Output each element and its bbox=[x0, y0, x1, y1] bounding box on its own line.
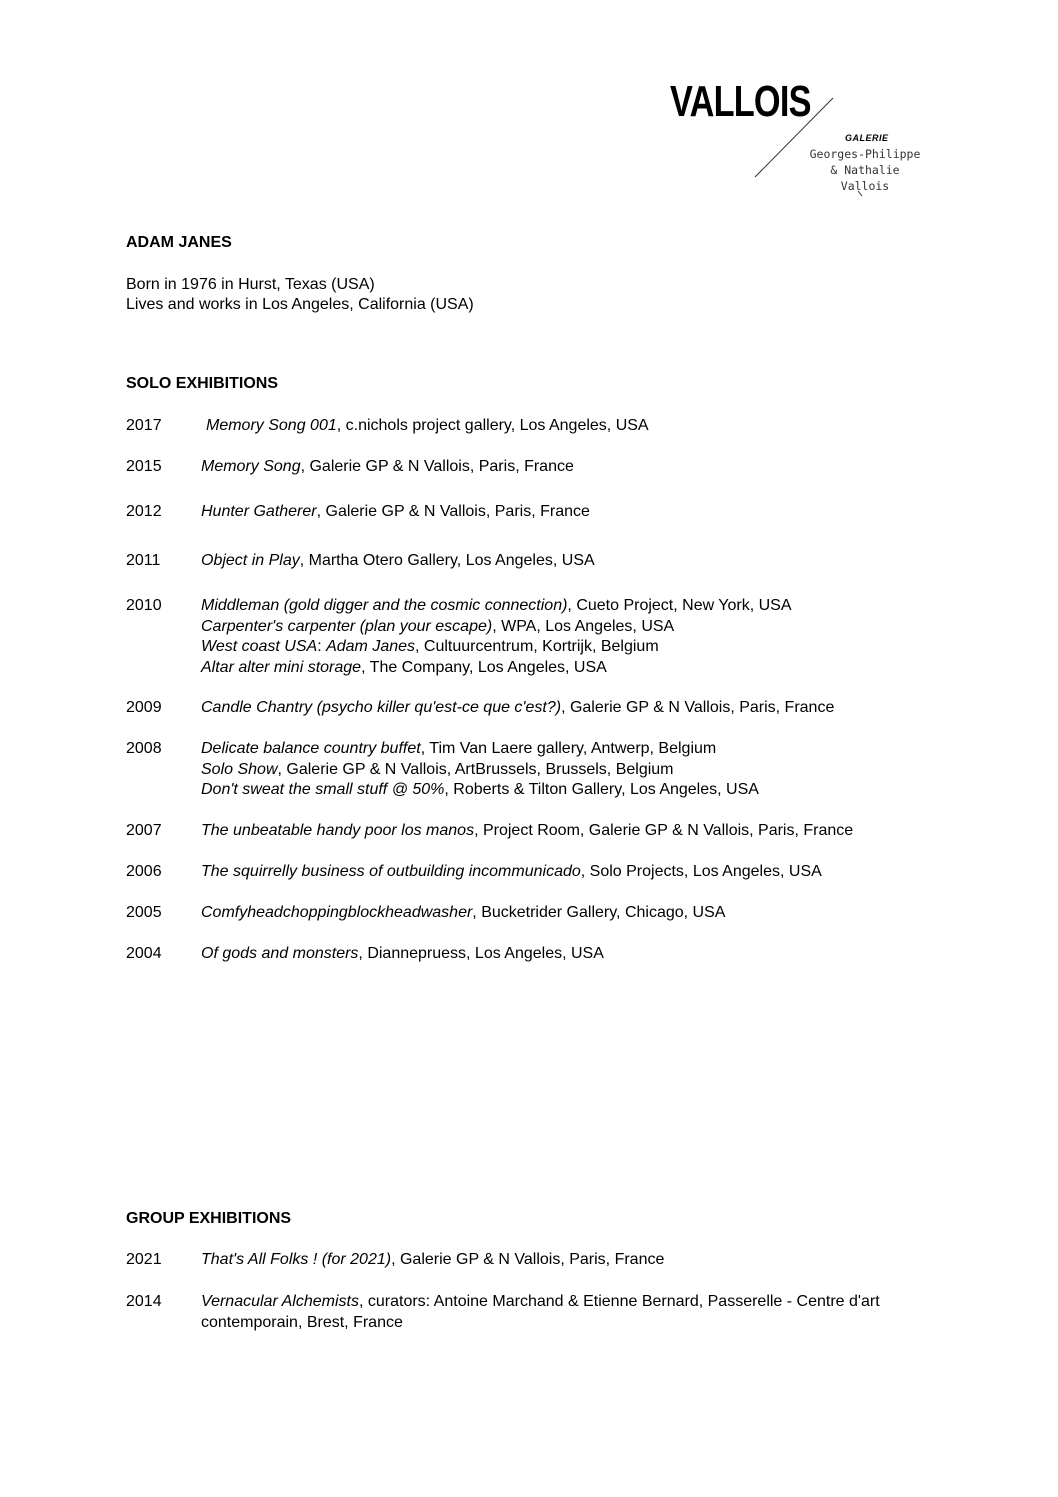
exhibition-venue: , Bucketrider Gallery, Chicago, USA bbox=[472, 904, 726, 921]
gallery-logo bbox=[670, 77, 940, 210]
exhibition-entry bbox=[126, 1292, 926, 1333]
exhibition-line bbox=[201, 416, 936, 437]
exhibition-title: Hunter Gatherer bbox=[201, 503, 317, 520]
logo-owner-names bbox=[800, 146, 930, 194]
exhibition-separator: : bbox=[317, 638, 327, 655]
exhibition-venue: , Solo Projects, Los Angeles, USA bbox=[580, 863, 822, 880]
logo-wordmark: VALLOIS bbox=[670, 77, 811, 126]
exhibition-venue: , Galerie GP & N Vallois, ArtBrussels, Brussels, Belgium bbox=[277, 760, 674, 778]
exhibition-year: 2007 bbox=[126, 822, 162, 839]
group-exhibitions-heading: GROUP EXHIBITIONS bbox=[126, 1210, 292, 1227]
exhibition-venue: , Galerie GP & N Vallois, Paris, France bbox=[391, 1251, 665, 1268]
exhibition-venue: , Diannepruess, Los Angeles, USA bbox=[358, 945, 604, 962]
exhibition-title: Middleman (gold digger and the cosmic connection) bbox=[201, 597, 568, 614]
exhibition-year: 2005 bbox=[126, 904, 162, 921]
exhibition-venue: , curators: Antoine Marchand & Etienne Bernard, Passerelle - Centre d'art contemporain, Brest, France bbox=[201, 1293, 880, 1331]
exhibition-year: 2014 bbox=[126, 1293, 162, 1310]
exhibition-line bbox=[201, 551, 936, 572]
exhibition-title: Delicate balance country buffet bbox=[201, 740, 421, 757]
exhibition-entry bbox=[126, 739, 936, 801]
exhibition-title: Memory Song 001 bbox=[206, 417, 337, 434]
exhibition-entry bbox=[126, 698, 936, 719]
exhibition-line bbox=[201, 739, 936, 760]
exhibition-title: Altar alter mini storage bbox=[201, 658, 362, 676]
exhibition-line bbox=[201, 617, 936, 638]
exhibition-venue: , Roberts & Tilton Gallery, Los Angeles, USA bbox=[444, 781, 759, 798]
exhibition-entry bbox=[126, 862, 936, 883]
exhibition-title: Of gods and monsters bbox=[201, 945, 359, 962]
exhibition-title: Memory Song bbox=[201, 458, 301, 475]
exhibition-year: 2021 bbox=[126, 1251, 162, 1268]
solo-exhibitions-heading: SOLO EXHIBITIONS bbox=[126, 375, 279, 392]
exhibition-line bbox=[201, 637, 936, 658]
exhibition-year: 2009 bbox=[126, 699, 162, 716]
artist-name: ADAM JANES bbox=[126, 234, 232, 251]
exhibition-venue: , Tim Van Laere gallery, Antwerp, Belgium bbox=[420, 740, 717, 757]
bio-line: Lives and works in Los Angeles, California (USA) bbox=[126, 296, 474, 313]
exhibition-year: 2006 bbox=[126, 863, 162, 880]
exhibition-line bbox=[201, 903, 936, 924]
exhibition-venue: , Cueto Project, New York, USA bbox=[567, 597, 792, 614]
exhibition-title: Candle Chantry (psycho killer qu'est-ce que c'est?) bbox=[201, 699, 562, 716]
exhibition-entry bbox=[126, 903, 936, 924]
exhibition-title: Carpenter's carpenter (plan your escape) bbox=[201, 617, 493, 635]
exhibition-entry bbox=[126, 1250, 936, 1271]
logo-name-line: Vallois bbox=[840, 179, 890, 193]
exhibition-title: Don't sweat the small stuff @ 50% bbox=[201, 781, 445, 798]
exhibition-line bbox=[201, 760, 936, 781]
exhibition-line bbox=[201, 457, 936, 478]
exhibition-venue: , Galerie GP & N Vallois, Paris, France bbox=[561, 699, 835, 716]
exhibition-year: 2010 bbox=[126, 597, 162, 614]
exhibition-line bbox=[201, 944, 936, 965]
exhibition-title: Object in Play bbox=[201, 552, 300, 569]
exhibition-venue: , Project Room, Galerie GP & N Vallois, Paris, France bbox=[474, 822, 854, 839]
exhibition-entry bbox=[126, 416, 936, 437]
exhibition-title: Solo Show bbox=[201, 760, 278, 778]
exhibition-venue: , WPA, Los Angeles, USA bbox=[492, 617, 675, 635]
exhibition-line bbox=[201, 596, 936, 617]
exhibition-title: West coast USA bbox=[201, 638, 318, 655]
exhibition-year: 2012 bbox=[126, 503, 162, 520]
logo-name-line: & Nathalie bbox=[830, 163, 900, 177]
logo-galerie-label: GALERIE bbox=[845, 133, 889, 143]
exhibition-venue: , Galerie GP & N Vallois, Paris, France bbox=[300, 458, 574, 475]
exhibition-entry bbox=[126, 596, 936, 678]
exhibition-line bbox=[201, 862, 936, 883]
exhibition-title: Comfyheadchoppingblockheadwasher bbox=[201, 904, 473, 921]
exhibition-line bbox=[201, 658, 936, 679]
exhibition-year: 2015 bbox=[126, 458, 162, 475]
exhibition-title: The unbeatable handy poor los manos bbox=[201, 822, 475, 839]
exhibition-line bbox=[201, 1292, 926, 1333]
exhibition-venue: , The Company, Los Angeles, USA bbox=[361, 658, 607, 676]
exhibition-line bbox=[201, 821, 936, 842]
exhibition-entry bbox=[126, 457, 936, 478]
exhibition-year: 2011 bbox=[126, 552, 161, 569]
exhibition-title: That's All Folks ! (for 2021) bbox=[201, 1251, 392, 1268]
exhibition-entry bbox=[126, 551, 936, 572]
exhibition-line bbox=[201, 502, 936, 523]
exhibition-venue: , Galerie GP & N Vallois, Paris, France bbox=[316, 503, 590, 520]
bio-line: Born in 1976 in Hurst, Texas (USA) bbox=[126, 276, 375, 293]
exhibition-venue: , Martha Otero Gallery, Los Angeles, USA bbox=[299, 552, 595, 569]
exhibition-venue: , c.nichols project gallery, Los Angeles, USA bbox=[336, 417, 649, 434]
logo-name-line: Georges-Philippe bbox=[809, 147, 921, 161]
exhibition-entry bbox=[126, 944, 936, 965]
exhibition-title: Adam Janes bbox=[326, 638, 416, 655]
exhibition-year: 2008 bbox=[126, 740, 162, 757]
exhibition-entry bbox=[126, 502, 936, 523]
exhibition-venue: , Cultuurcentrum, Kortrijk, Belgium bbox=[415, 638, 659, 655]
exhibition-title: The squirrelly business of outbuilding incommunicado bbox=[201, 863, 581, 880]
exhibition-line bbox=[201, 780, 936, 801]
exhibition-line bbox=[201, 698, 936, 719]
exhibition-entry bbox=[126, 821, 936, 842]
artist-bio bbox=[126, 275, 474, 315]
exhibition-year: 2004 bbox=[126, 945, 162, 962]
exhibition-line bbox=[201, 1250, 936, 1271]
exhibition-year: 2017 bbox=[126, 417, 162, 434]
exhibition-title: Vernacular Alchemists bbox=[201, 1293, 359, 1310]
